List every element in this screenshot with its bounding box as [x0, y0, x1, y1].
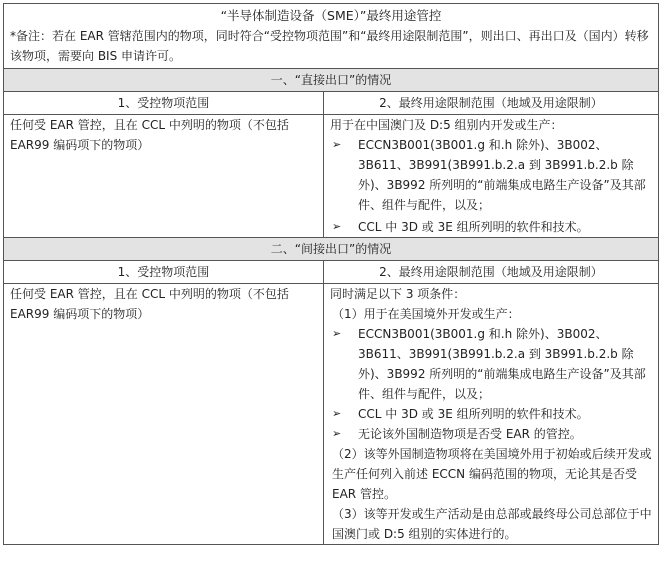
- note-text: *备注：若在 EAR 管辖范围内的物项，同时符合“受控物项范围”和“最终用途限制范围”，则出口、再出口及（国内）转移该物项，需要向 BIS 申请许可。: [10, 29, 649, 63]
- arrow-bullet-icon: ➢: [332, 407, 342, 420]
- end-use-intro: 用于在中国澳门及 D:5 组别内开发或生产：: [330, 118, 563, 132]
- condition-2: （2）该等外国制造物项将在美国境外用于初始或后续开发或生产任何列入前述 ECCN 编码范围的物项，无论其是否受 EAR 管控。: [332, 447, 652, 501]
- col-header-end-use-scope: 2、最终用途限制范围（地域及用途限制）: [324, 261, 659, 284]
- section-heading-indirect: 二、“间接出口”的情况: [4, 238, 659, 261]
- col-header-controlled-items: 1、受控物项范围: [4, 92, 324, 115]
- list-item-text: ECCN3B001(3B001.g 和.h 除外)、3B002、3B611、3B991(3B991.b.2.a 到 3B991.b.2.b 除外)、3B992 所列明的“前端集成电路生产设备”及其部件、组件与配件，以及；: [358, 138, 646, 212]
- list-item: [330, 424, 652, 444]
- list-item: [330, 217, 652, 237]
- controlled-items-cell: [4, 115, 324, 238]
- section-indirect-body: [4, 284, 659, 545]
- condition-1: （1）用于在美国境外开发或生产：: [332, 307, 520, 321]
- list-item: [330, 135, 652, 215]
- sme-control-table: [3, 3, 659, 545]
- arrow-bullet-icon: ➢: [332, 220, 342, 233]
- col-header-end-use-scope: 2、最终用途限制范围（地域及用途限制）: [324, 92, 659, 115]
- list-item: [330, 324, 652, 404]
- table-title: “半导体制造设备（SME）”最终用途管控: [220, 8, 442, 23]
- end-use-cell: [324, 115, 659, 238]
- list-item: [330, 404, 652, 424]
- arrow-bullet-icon: ➢: [332, 138, 342, 151]
- section-direct-body: [4, 115, 659, 238]
- list-item-text: CCL 中 3D 或 3E 组所列明的软件和技术。: [358, 407, 589, 421]
- arrow-bullet-icon: ➢: [332, 427, 342, 440]
- controlled-items-cell: [4, 284, 324, 545]
- list-item-text: CCL 中 3D 或 3E 组所列明的软件和技术。: [358, 220, 589, 234]
- arrow-bullet-icon: ➢: [332, 327, 342, 340]
- section-heading-direct: 一、“直接出口”的情况: [4, 69, 659, 92]
- list-item-text: 无论该外国制造物项是否受 EAR 的管控。: [358, 427, 582, 441]
- title-cell: [4, 4, 659, 69]
- title-row: [4, 4, 659, 69]
- document-page: [3, 3, 658, 564]
- list-item-text: ECCN3B001(3B001.g 和.h 除外)、3B002、3B611、3B991(3B991.b.2.a 到 3B991.b.2.b 除外)、3B992 所列明的“前端集成电路生产设备”及其部件、组件与配件，以及；: [358, 327, 646, 401]
- end-use-cell: [324, 284, 659, 545]
- col-header-controlled-items: 1、受控物项范围: [4, 261, 324, 284]
- condition-3: （3）该等开发或生产活动是由总部或最终母公司总部位于中国澳门或 D:5 组别的实体进行的。: [332, 507, 652, 541]
- end-use-intro: 同时满足以下 3 项条件：: [330, 287, 466, 301]
- controlled-items-text: 任何受 EAR 管控，且在 CCL 中列明的物项（不包括 EAR99 编码项下的物项）: [10, 287, 289, 321]
- controlled-items-text: 任何受 EAR 管控，且在 CCL 中列明的物项（不包括 EAR99 编码项下的物项）: [10, 118, 289, 152]
